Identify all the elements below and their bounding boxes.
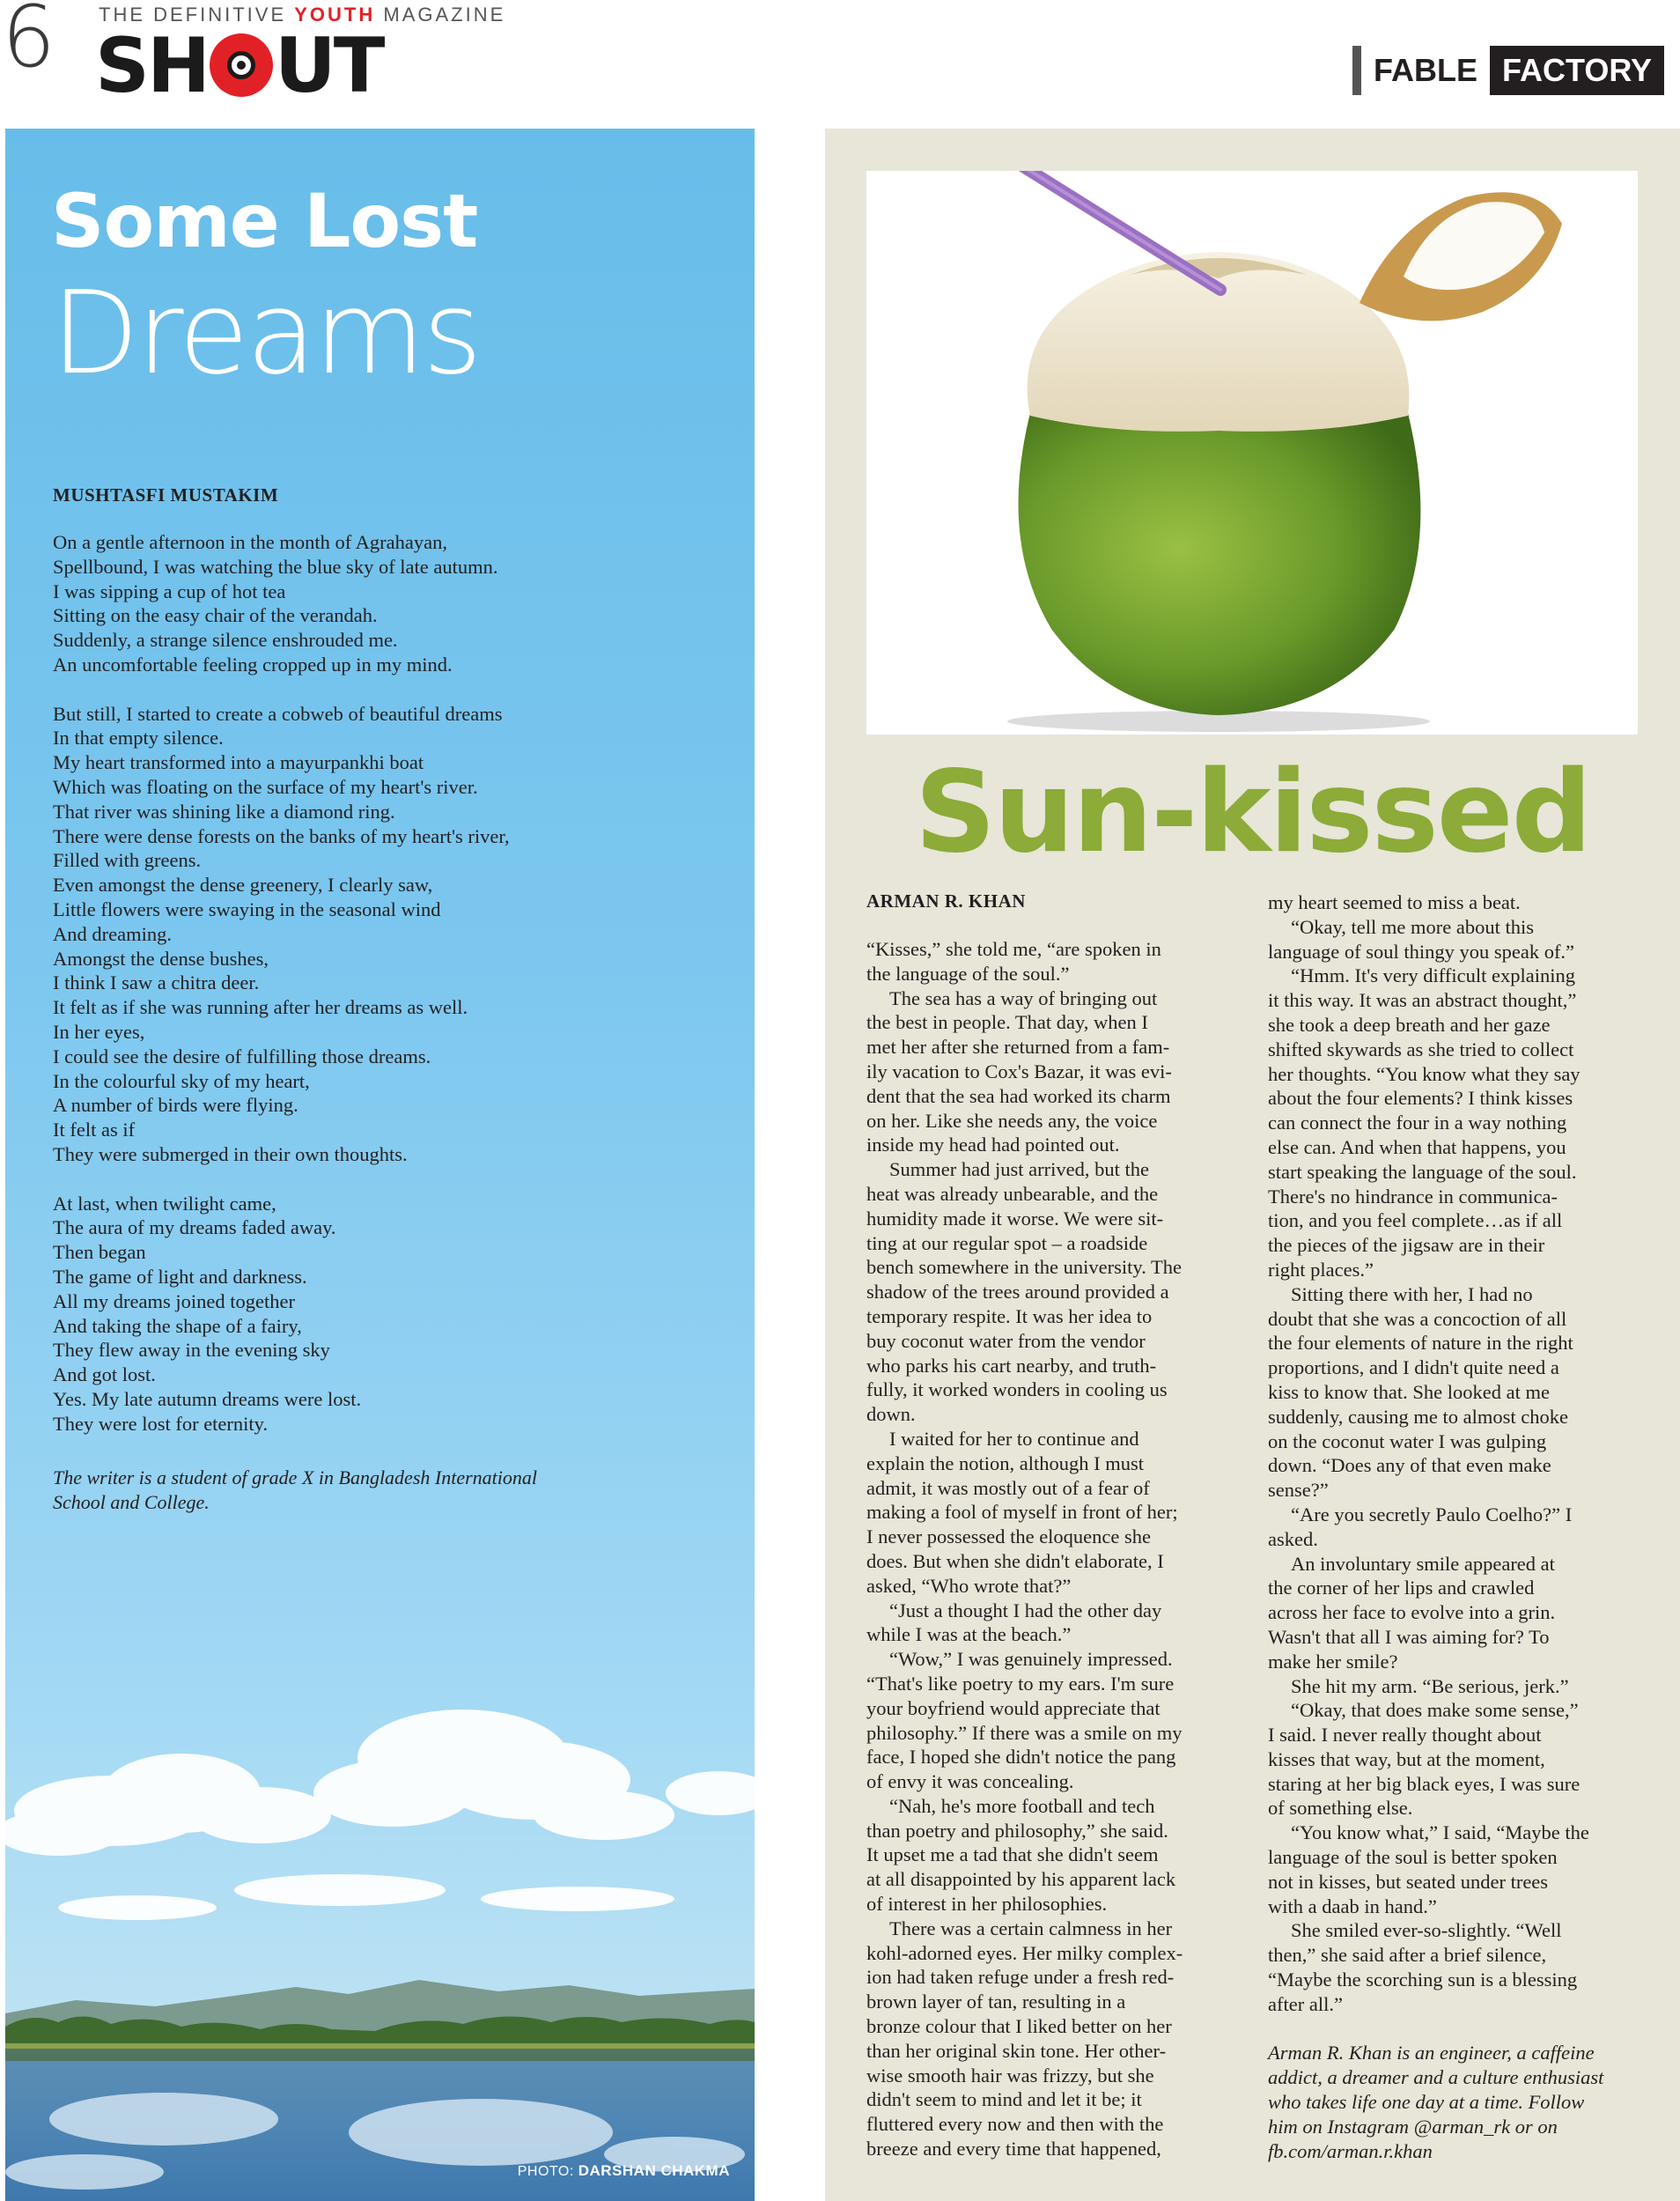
story-line: language of soul thingy you speak of.” [1268, 940, 1575, 963]
poem-line: I was sipping a cup of hot tea [53, 580, 286, 602]
section-marker [1352, 46, 1361, 95]
story-line: the best in people. That day, when I [866, 1011, 1148, 1034]
story-line: “Nah, he's more football and tech [889, 1794, 1155, 1817]
landscape-image [5, 1626, 755, 2201]
story-line: right places.” [1268, 1258, 1374, 1281]
poem-line: My heart transformed into a mayurpankhi boat [53, 751, 424, 774]
story-line: buy coconut water from the vendor [866, 1329, 1146, 1352]
story-line: met her after she returned from a fam- [866, 1036, 1170, 1059]
story-line: her thoughts. “You know what they say [1268, 1062, 1581, 1085]
story-line: fully, it worked wonders in cooling us [866, 1378, 1168, 1401]
story-line: kisses that way, but at the moment, [1268, 1747, 1545, 1770]
story-line: She smiled ever-so-slightly. “Well [1291, 1919, 1562, 1942]
tagline-highlight: YOUTH [294, 4, 376, 26]
photo-credit-prefix: PHOTO: [517, 2164, 578, 2179]
poem-line: Spellbound, I was watching the blue sky of late autumn. [53, 555, 498, 578]
story-line: ily vacation to Cox's Bazar, it was evi- [866, 1060, 1172, 1082]
story-column-2 [1268, 890, 1638, 2163]
story-line: “Are you secretly Paulo Coelho?” I [1291, 1503, 1573, 1525]
section-word-fable: FABLE [1373, 52, 1477, 88]
story-line: An involuntary smile appeared at [1291, 1552, 1555, 1575]
story-line: about the four elements? I think kisses [1268, 1087, 1573, 1110]
poem-line: Which was floating on the surface of my heart's river. [53, 775, 478, 798]
story-line: of envy it was concealing. [866, 1770, 1074, 1793]
story-line: not in kisses, but seated under trees [1268, 1870, 1549, 1893]
poem-line: In the colourful sky of my heart, [53, 1069, 310, 1092]
logo-o-target-icon [210, 33, 273, 97]
poem-line: It felt as if [53, 1119, 136, 1141]
photo-credit-name: DARSHAN CHAKMA [578, 2162, 730, 2179]
story-line: wise smooth hair was frizzy, but she [866, 2064, 1154, 2087]
poem-line: They flew away in the evening sky [53, 1339, 330, 1362]
story-line: then,” she said after a brief silence, [1268, 1944, 1547, 1967]
story-line: who parks his cart nearby, and truth- [866, 1354, 1157, 1377]
story-line: suddenly, causing me to almost choke [1268, 1405, 1568, 1428]
story-line: admit, it was mostly out of a fear of [866, 1476, 1150, 1499]
story-line: philosophy.” If there was a smile on my [866, 1721, 1183, 1744]
poem-stanza [53, 702, 722, 1167]
poem-title-line2: Dreams [51, 266, 480, 400]
story-line: down. [866, 1403, 916, 1426]
story-line: my heart seemed to miss a beat. [1268, 891, 1521, 913]
tagline-part: MAGAZINE [375, 4, 506, 26]
story-line: “You know what,” I said, “Maybe the [1291, 1821, 1589, 1844]
poem-line: But still, I started to create a cobweb of beautiful dreams [53, 702, 503, 725]
story-line: else can. And when that happens, you [1268, 1135, 1566, 1158]
note-line: Arman R. Khan is an engineer, a caffeine [1268, 2042, 1595, 2064]
poem-line: Even amongst the dense greenery, I clearly saw, [53, 874, 433, 897]
story-line: “Hmm. It's very difficult explaining [1291, 964, 1575, 987]
poem-line: Yes. My late autumn dreams were lost. [53, 1387, 362, 1410]
poem-line: Little flowers were swaying in the seasonal wind [53, 897, 441, 920]
story-line: sense?” [1268, 1479, 1329, 1502]
note-line: fb.com/arman.r.khan [1268, 2139, 1433, 2162]
poem-author: MUSHTASFI MUSTAKIM [53, 484, 279, 506]
story-line: fluttered every now and then with the [866, 2113, 1164, 2136]
story-line: I said. I never really thought about [1268, 1724, 1542, 1747]
story-line: ion had taken refuge under a fresh red- [866, 1966, 1175, 1989]
story-line: There was a certain calmness in her [889, 1917, 1173, 1939]
story-line: dent that the sea had worked its charm [866, 1084, 1171, 1107]
lake-landscape-photo [5, 1626, 755, 2201]
poem-line: And got lost. [53, 1363, 156, 1386]
story-line: “Okay, tell me more about this [1291, 915, 1534, 938]
poem-stanza [53, 530, 722, 677]
story-title: Sun-kissed [914, 747, 1591, 878]
story-line: down. “Does any of that even make [1268, 1454, 1551, 1477]
coconut-photo [866, 171, 1638, 735]
story-line: didn't seem to mind and let it be; it [866, 2088, 1142, 2111]
story-line: explain the notion, although I must [866, 1451, 1144, 1474]
poem-line: In her eyes, [53, 1020, 145, 1043]
poem-line: That river was shining like a diamond ring. [53, 800, 395, 823]
story-line: “Kisses,” she told me, “are spoken in [866, 938, 1161, 960]
logo-text-start: SH [95, 22, 208, 110]
poem-line: Sitting on the easy chair of the verandah. [53, 604, 378, 627]
poem-line: I think I saw a chitra deer. [53, 971, 260, 994]
poem-line: Suddenly, a strange silence enshrouded me. [53, 629, 398, 652]
story-line: asked. [1268, 1527, 1318, 1550]
note-line: him on Instagram @arman_rk or on [1268, 2115, 1558, 2138]
poem-line: Amongst the dense bushes, [53, 947, 269, 970]
section-word-factory: FACTORY [1490, 46, 1664, 95]
story-line: heat was already unbearable, and the [866, 1182, 1159, 1205]
story-line: shifted skywards as she tried to collect [1268, 1038, 1574, 1060]
story-line: tion, and you feel complete…as if all [1268, 1209, 1563, 1232]
story-line: the four elements of nature in the right [1268, 1332, 1573, 1355]
story-line: it this way. It was an abstract thought,” [1268, 989, 1577, 1012]
poem-line: Then began [53, 1241, 146, 1264]
story-line: “That's like poetry to my ears. I'm sure [866, 1672, 1175, 1695]
poem-line: They were lost for eternity. [53, 1412, 269, 1435]
poem-stanza [53, 1192, 722, 1437]
story-line: Wasn't that all I was aiming for? To [1268, 1625, 1550, 1648]
story-line: I never possessed the eloquence she [866, 1525, 1152, 1548]
story-line: with a daab in hand.” [1268, 1894, 1437, 1917]
story-line: “Okay, that does make some sense,” [1291, 1699, 1579, 1722]
story-line: after all.” [1268, 1992, 1343, 2015]
story-line: than poetry and philosophy,” she said. [866, 1819, 1168, 1842]
poem-line: The aura of my dreams faded away. [53, 1216, 336, 1239]
note-line: The writer is a student of grade X in Bangladesh International [53, 1466, 537, 1488]
story-line: while I was at the beach.” [866, 1623, 1072, 1646]
story-line: breeze and every time that happened, [866, 2138, 1161, 2160]
story-line: inside my head had pointed out. [866, 1134, 1120, 1156]
story-line: making a fool of myself in front of her; [866, 1501, 1178, 1524]
poem-author-note [53, 1466, 669, 1515]
story-line: staring at her big black eyes, I was sure [1268, 1772, 1581, 1795]
story-line: can connect the four in a way nothing [1268, 1112, 1567, 1134]
story-line: bronze colour that I liked better on her [866, 2015, 1172, 2038]
story-line: She hit my arm. “Be serious, jerk.” [1291, 1674, 1569, 1697]
story-line: I waited for her to continue and [889, 1427, 1139, 1450]
story-line: of interest in her philosophies. [866, 1893, 1108, 1916]
story-line: proportions, and I didn't quite need a [1268, 1356, 1559, 1379]
poem-panel [5, 129, 755, 2201]
note-line: School and College. [53, 1491, 210, 1513]
story-line: start speaking the language of the soul. [1268, 1160, 1577, 1183]
poem-line: It felt as if she was running after her dreams as well. [53, 996, 468, 1019]
poem-line: There were dense forests on the banks of my heart's river, [53, 824, 510, 847]
poem-title-line1: Some Lost [51, 178, 478, 264]
story-line: across her face to evolve into a grin. [1268, 1601, 1556, 1624]
story-line: doubt that she was a concoction of all [1268, 1307, 1567, 1330]
poem-line: All my dreams joined together [53, 1289, 295, 1312]
poem-line: And dreaming. [53, 922, 172, 945]
story-line: humidity made it worse. We were sit- [866, 1207, 1164, 1230]
poem-body [53, 530, 722, 1460]
story-line: does. But when she didn't elaborate, I [866, 1549, 1164, 1572]
story-line: bench somewhere in the university. The [866, 1256, 1183, 1279]
story-line: kohl-adorned eyes. Her milky complex- [866, 1941, 1183, 1964]
story-line: than her original skin tone. Her other- [866, 2039, 1167, 2062]
story-line: make her smile? [1268, 1650, 1398, 1673]
story-line: she took a deep breath and her gaze [1268, 1013, 1551, 1036]
story-line: brown layer of tan, resulting in a [866, 1991, 1126, 2013]
story-line: face, I hoped she didn't notice the pang [866, 1746, 1176, 1769]
story-line: the language of the soul.” [866, 962, 1070, 985]
story-line: on her. Like she needs any, the voice [866, 1109, 1158, 1132]
poem-line: I could see the desire of fulfilling those dreams. [53, 1045, 431, 1067]
poem-line: The game of light and darkness. [53, 1265, 307, 1288]
story-line: asked, “Who wrote that?” [866, 1574, 1072, 1597]
poem-line: They were submerged in their own thoughts. [53, 1142, 408, 1165]
poem-line: Filled with greens. [53, 849, 202, 872]
story-line: on the coconut water I was gulping [1268, 1429, 1547, 1452]
story-line: shadow of the trees around provided a [866, 1281, 1169, 1304]
story-line: ting at our regular spot – a roadside [866, 1231, 1148, 1254]
story-line: Sitting there with her, I had no [1291, 1282, 1533, 1305]
section-label [1352, 46, 1664, 95]
note-line: who takes life one day at a time. Follow [1268, 2091, 1585, 2114]
poem-line: On a gentle afternoon in the month of Agrahayan, [53, 531, 447, 553]
story-line: the corner of her lips and crawled [1268, 1577, 1535, 1599]
poem-line: At last, when twilight came, [53, 1192, 276, 1215]
story-column-1 [866, 937, 1243, 2161]
story-author-note [1268, 2041, 1638, 2163]
photo-credit [518, 2162, 730, 2180]
poem-line: An uncomfortable feeling cropped up in my mind. [53, 653, 453, 676]
story-line: It upset me a tad that she didn't seem [866, 1843, 1159, 1866]
logo-text-end: UT [274, 22, 383, 110]
tagline-part: THE DEFINITIVE [99, 4, 295, 26]
story-line: at all disappointed by his apparent lack [866, 1868, 1176, 1891]
story-author: ARMAN R. KHAN [866, 890, 1026, 912]
story-line: temporary respite. It was her idea to [866, 1304, 1153, 1327]
story-line: “Maybe the scorching sun is a blessing [1268, 1968, 1578, 1991]
page-number: 6 [2, 0, 56, 86]
poem-line: In that empty silence. [53, 727, 224, 750]
poem-line: A number of birds were flying. [53, 1094, 298, 1117]
coconut-drink-image [866, 171, 1638, 735]
story-line: the pieces of the jigsaw are in their [1268, 1234, 1545, 1257]
story-line: language of the soul is better spoken [1268, 1846, 1558, 1869]
story-line: kiss to know that. She looked at me [1268, 1380, 1550, 1403]
story-line: Summer had just arrived, but the [889, 1158, 1149, 1181]
note-line: addict, a dreamer and a culture enthusiast [1268, 2066, 1604, 2089]
story-line: of something else. [1268, 1797, 1413, 1820]
story-line: “Wow,” I was genuinely impressed. [889, 1648, 1173, 1671]
story-line: your boyfriend would appreciate that [866, 1696, 1161, 1719]
story-line: “Just a thought I had the other day [889, 1599, 1162, 1621]
story-line: There's no hindrance in communica- [1268, 1185, 1558, 1208]
poem-line: And taking the shape of a fairy, [53, 1314, 302, 1337]
shout-logo [95, 22, 383, 110]
story-line: The sea has a way of bringing out [889, 986, 1158, 1009]
